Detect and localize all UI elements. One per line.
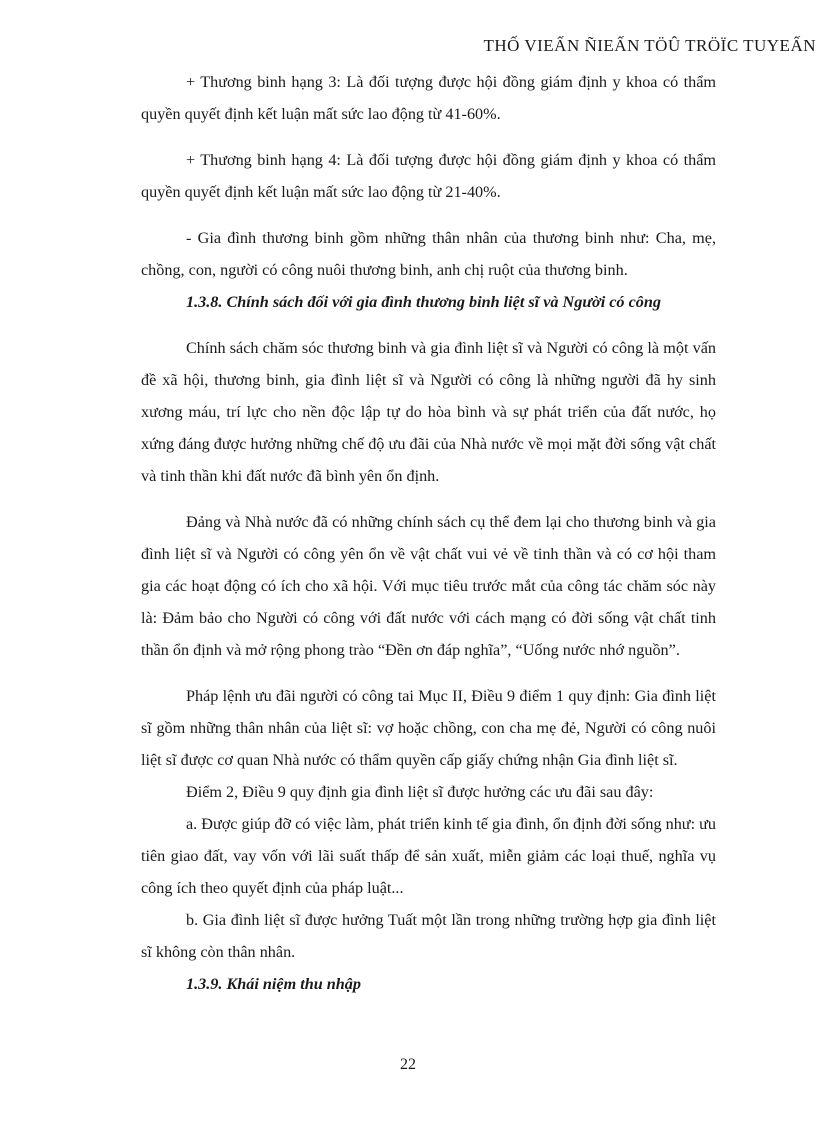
section-heading-1-3-9: 1.3.9. Khái niệm thu nhập <box>186 975 361 993</box>
paragraph-chinh-sach-cham-soc: Chính sách chăm sóc thương binh và gia đình liệt sĩ và Người có công là một vấn đề xã hội, thương binh, gia đình liệt sĩ và Người có công là những người đã hy sinh xương máu, trí lực cho nền độc lập tự do hòa bình và sự phát triển của đất nước, họ xứng đáng được hưởng những chế độ ưu đãi của Nhà nước về mọi mặt đời sống vật chất và tinh thần khi đất nước đã bình yên ổn định. <box>141 339 716 485</box>
paragraph-thuong-binh-hang-3: + Thương binh hạng 3: Là đối tượng được hội đồng giám định y khoa có thẩm quyền quyết định kết luận mất sức lao động từ 41-60%. <box>141 73 716 123</box>
section-heading-1-3-8: 1.3.8. Chính sách đối với gia đình thương binh liệt sĩ và Người có công <box>186 293 661 311</box>
document-body <box>141 66 716 1000</box>
paragraph-gia-dinh-thuong-binh: - Gia đình thương binh gồm những thân nhân của thương binh như: Cha, mẹ, chồng, con, người có công nuôi thương binh, anh chị ruột của thương binh. <box>141 229 716 279</box>
paragraph-item-a: a. Được giúp đỡ có việc làm, phát triển kinh tế gia đình, ổn định đời sống như: ưu tiên giao đất, vay vốn với lãi suất thấp để sản xuất, miễn giảm các loại thuế, nghĩa vụ công ích theo quyết định của pháp luật... <box>141 815 716 897</box>
page-number: 22 <box>400 1056 416 1073</box>
header-watermark: THỐ VIEẤN ÑIEẤN TÖÛ TRÖÏC TUYEẤN <box>483 36 816 55</box>
paragraph-phap-lenh-uu-dai: Pháp lệnh ưu đãi người có công tai Mục II, Điều 9 điểm 1 quy định: Gia đình liệt sĩ gồm những thân nhân của liệt sĩ: vợ hoặc chồng, con cha mẹ đẻ, Người có công nuôi liệt sĩ được cơ quan Nhà nước có thẩm quyền cấp giấy chứng nhận Gia đình liệt sĩ. <box>141 687 716 769</box>
paragraph-diem-2-dieu-9: Điểm 2, Điều 9 quy định gia đình liệt sĩ được hưởng các ưu đãi sau đây: <box>186 783 654 801</box>
paragraph-thuong-binh-hang-4: + Thương binh hạng 4: Là đối tượng được hội đồng giám định y khoa có thẩm quyền quyết định kết luận mất sức lao động từ 21-40%. <box>141 151 716 201</box>
paragraph-dang-va-nha-nuoc: Đảng và Nhà nước đã có những chính sách cụ thể đem lại cho thương binh và gia đình liệt sĩ và Người có công yên ổn về vật chất vui vẻ về tinh thần và có cơ hội tham gia các hoạt động có ích cho xã hội. Với mục tiêu trước mắt của công tác chăm sóc này là: Đảm bảo cho Người có công với đất nước với cách mạng có đời sống vật chất tinh thần ổn định và mở rộng phong trào “Đền ơn đáp nghĩa”, “Uống nước nhớ nguồn”. <box>141 513 716 659</box>
paragraph-item-b: b. Gia đình liệt sĩ được hưởng Tuất một lần trong những trường hợp gia đình liệt sĩ không còn thân nhân. <box>141 911 716 961</box>
